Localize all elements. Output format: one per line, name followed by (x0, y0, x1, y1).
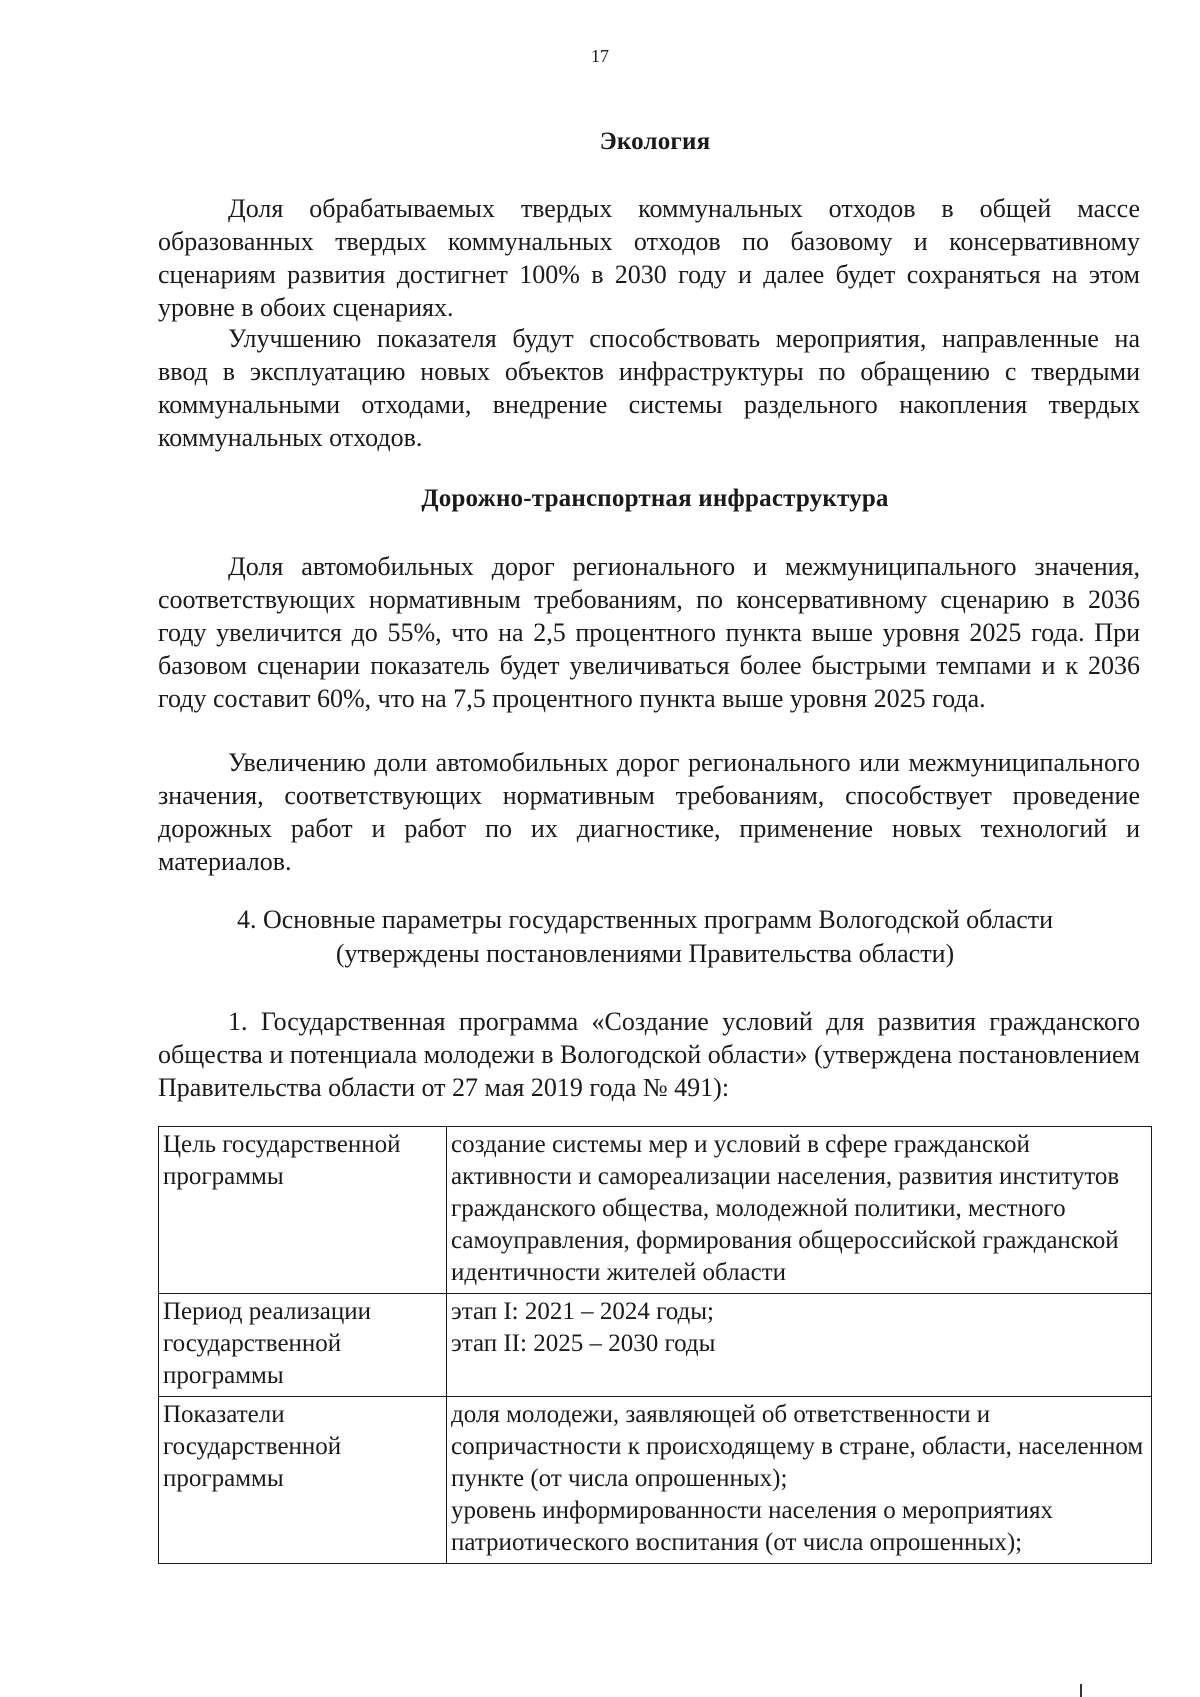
program-intro-paragraph: 1. Государственная программа «Создание условий для развития гражданского общества и потенциала молодежи в Вологодской области» (утверждена постановлением Правительства области от 27 мая 2019 года № 491): (158, 1007, 1141, 1102)
table-row (159, 1397, 1152, 1564)
section-4-title-line-2: (утверждены постановлениями Правительства области) (335, 939, 955, 968)
paragraph-ecology-1: Доля обрабатываемых твердых коммунальных отходов в общей массе образованных твердых коммунальных отходов по базовому и консервативному сценариям развития достигнет 100% в 2030 году и далее будет сохраняться на этом уровне в обоих сценариях. (158, 194, 1140, 322)
page-number: 17 (591, 46, 609, 66)
table-cell-value (447, 1294, 1152, 1397)
table-cell-line: создание системы мер и условий в сфере гражданской активности и самореализации населения, развития институтов гражданского общества, молодежной политики, местного самоуправления, формирования общероссийской гражданской идентичности жителей области (451, 1131, 1120, 1286)
paragraph-roads-1: Доля автомобильных дорог регионального и межмуниципального значения, соответствующих нормативным требованиям, по консервативному сценарию в 2036 году увеличится до 55%, что на 2,5 процентного пункта выше уровня 2025 года. При базовом сценарии показатель будет увеличиваться более быстрыми темпами и к 2036 году составит 60%, что на 7,5 процентного пункта выше уровня 2025 года. (158, 552, 1140, 713)
table-cell-line: доля молодежи, заявляющей об ответственности и сопричастности к происходящему в стране, области, населенном пункте (от числа опрошенных); (451, 1401, 1144, 1492)
table-cell-line: этап II: 2025 – 2030 годы (451, 1330, 716, 1357)
table-cell-label: Цель государственной программы (159, 1127, 447, 1294)
table-cell-label: Показатели государственной программы (159, 1397, 447, 1564)
table-cell-value (447, 1397, 1152, 1564)
table-cell-value (447, 1127, 1152, 1294)
table-cell-line: этап I: 2021 – 2024 годы; (451, 1298, 715, 1325)
program-parameters-table (158, 1126, 1152, 1564)
section-4-title (150, 903, 1140, 971)
table-cell-label: Период реализации государственной программы (159, 1294, 447, 1397)
heading-road-infrastructure: Дорожно-транспортная инфраструктура (421, 485, 889, 512)
paragraph-roads-2: Увеличению доли автомобильных дорог регионального или межмуниципального значения, соответствующих нормативным требованиям, способствует проведение дорожных работ и работ по их диагностике, применение новых технологий и материалов. (158, 748, 1140, 876)
paragraph-ecology-2: Улучшению показателя будут способствовать мероприятия, направленные на ввод в эксплуатацию новых объектов инфраструктуры по обращению с твердыми коммунальными отходами, внедрение системы раздельного накопления твердых коммунальных отходов. (158, 324, 1140, 452)
table-cell-line: уровень информированности населения о мероприятиях патриотического воспитания (от числа опрошенных); (451, 1497, 1053, 1556)
table-row (159, 1294, 1152, 1397)
heading-ecology: Экология (599, 128, 711, 155)
table-row (159, 1127, 1152, 1294)
section-4-title-line-1: 4. Основные параметры государственных программ Вологодской области (236, 905, 1054, 934)
scan-edge-mark (1080, 1684, 1082, 1697)
